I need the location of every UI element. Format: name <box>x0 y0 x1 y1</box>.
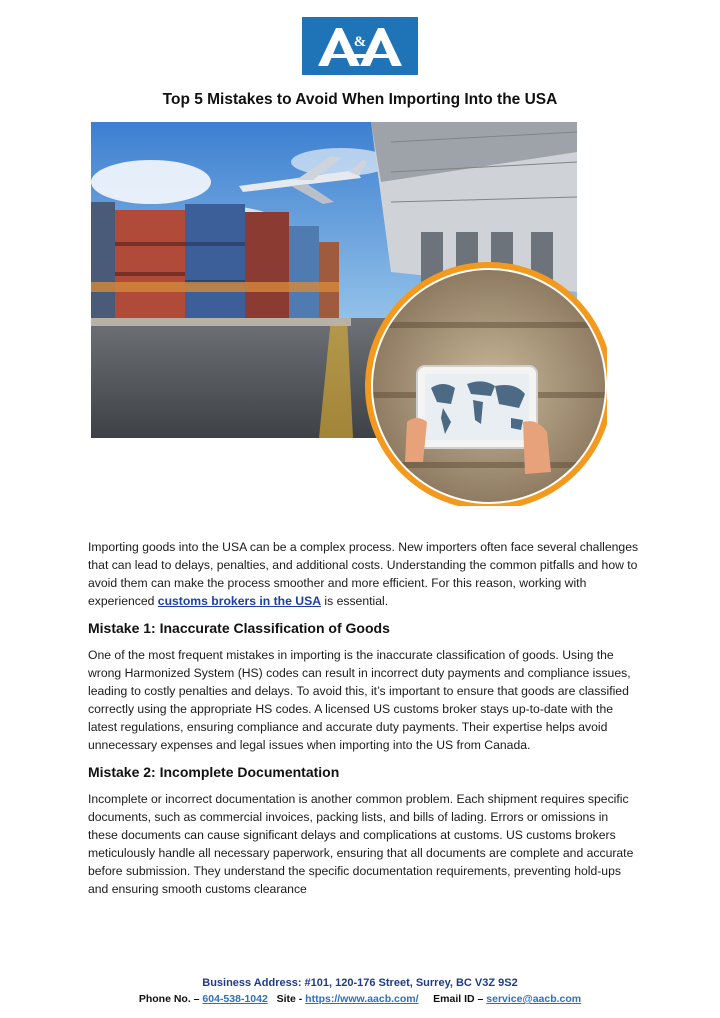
svg-text:&: & <box>353 34 367 50</box>
phone-label: Phone No. – <box>138 993 203 1005</box>
intro-text-before: Importing goods into the USA can be a complex process. New importers often face several challenges that can lead to delays, penalties, and additional costs. Understanding the common pitfalls and how to avoid them can make the process smoother and more efficient. For this reason, working with experienced <box>88 540 639 608</box>
contact-line <box>0 993 720 1005</box>
business-address: Business Address: #101, 120-176 Street, Surrey, BC V3Z 9S2 <box>202 977 518 989</box>
intro-text-after: is essential. <box>321 594 389 608</box>
site-link[interactable]: https://www.aacb.com/ <box>305 993 419 1005</box>
section-heading-mistake-2: Mistake 2: Incomplete Documentation <box>88 764 340 780</box>
email-link[interactable]: service@aacb.com <box>486 993 582 1005</box>
hero-illustration <box>91 122 607 506</box>
phone-link[interactable]: 604-538-1042 <box>202 993 268 1005</box>
email-label: Email ID – <box>433 993 487 1005</box>
section-body-mistake-1: One of the most frequent mistakes in importing is the inaccurate classification of goods. Using the wrong Harmonized System (HS) codes can result in incorrect duty payments and compliance issues, leading to costly penalties and delays. To avoid this, it’s important to ensure that goods are classified correctly using the appropriate HS codes. A licensed US customs broker stays up-to-date with the latest regulations, ensuring compliance and accurate duty payments. Their expertise helps avoid unnecessary expenses and legal issues when importing into the US from Canada. <box>88 648 631 752</box>
page-title: Top 5 Mistakes to Avoid When Importing Into the USA <box>162 91 558 108</box>
intro-paragraph <box>88 538 640 610</box>
customs-brokers-link[interactable]: customs brokers in the USA <box>157 594 322 608</box>
section-body-mistake-2: Incomplete or incorrect documentation is another common problem. Each shipment requires specific documents, such as commercial invoices, packing lists, and bills of lading. Errors or omissions in these documents can cause significant delays and complications at customs. US customs brokers meticulously handle all necessary paperwork, ensuring that all documents are complete and accurate before submission. They understand the specific documentation requirements, preventing hold-ups and ensuring smooth customs clearance <box>88 792 634 896</box>
company-logo <box>302 17 418 75</box>
section-heading-mistake-1: Mistake 1: Inaccurate Classification of Goods <box>88 620 390 636</box>
article-body <box>88 538 640 898</box>
site-label: Site - <box>276 993 306 1005</box>
aa-logo-icon <box>312 24 408 68</box>
